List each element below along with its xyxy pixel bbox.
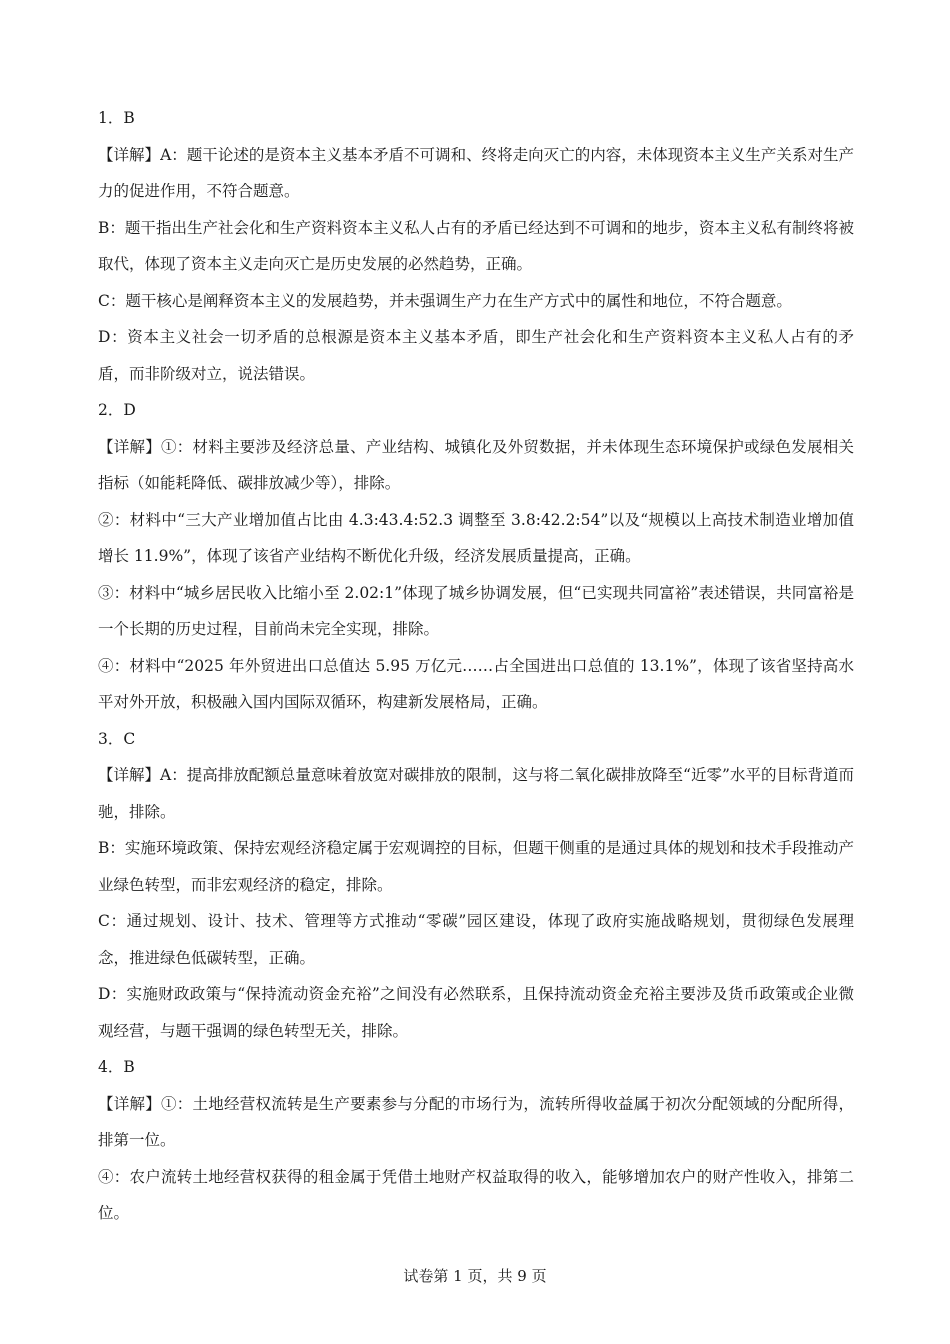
explanation-paragraph: 【详解】①：材料主要涉及经济总量、产业结构、城镇化及外贸数据，并未体现生态环境保护或绿色发展相关指标（如能耗降低、碳排放减少等），排除。 (98, 437, 854, 492)
question-number: 4．B (98, 1058, 135, 1076)
explanation-paragraph: B：实施环境政策、保持宏观经济稳定属于宏观调控的目标，但题干侧重的是通过具体的规划和技术手段推动产业绿色转型，而非宏观经济的稳定，排除。 (98, 839, 854, 894)
explanation-paragraph: C：通过规划、设计、技术、管理等方式推动“零碳”园区建设，体现了政府实施战略规划，贯彻绿色发展理念，推进绿色低碳转型，正确。 (98, 912, 854, 967)
explanation-paragraph: D：实施财政政策与“保持流动资金充裕”之间没有必然联系，且保持流动资金充裕主要涉及货币政策或企业微观经营，与题干强调的绿色转型无关，排除。 (98, 985, 854, 1040)
explanation-paragraph: 【详解】①：土地经营权流转是生产要素参与分配的市场行为，流转所得收益属于初次分配领域的分配所得，排第一位。 (98, 1094, 854, 1149)
explanation-paragraph: C：题干核心是阐释资本主义的发展趋势，并未强调生产力在生产方式中的属性和地位，不符合题意。 (98, 291, 792, 310)
question-number: 3．C (98, 729, 136, 748)
explanation-paragraph: B：题干指出生产社会化和生产资料资本主义私人占有的矛盾已经达到不可调和的地步，资本主义私有制终将被取代，体现了资本主义走向灭亡是历史发展的必然趋势，正确。 (98, 218, 854, 273)
item-1 (98, 100, 854, 392)
item-3 (98, 721, 854, 1050)
explanation-paragraph: ③：材料中“城乡居民收入比缩小至 2.02:1”体现了城乡协调发展，但“已实现共同富裕”表述错误，共同富裕是一个长期的历史过程，目前尚未完全实现，排除。 (98, 583, 854, 638)
explanation-paragraph: ②：材料中“三大产业增加值占比由 4.3:43.4:52.3 调整至 3.8:42.2:54”以及“规模以上高技术制造业增加值增长 11.9%”，体现了该省产业结构不断优化升级，经济发展质量提高，正确。 (98, 510, 854, 565)
explanation-paragraph: 【详解】A：题干论述的是资本主义基本矛盾不可调和、终将走向灭亡的内容，未体现资本主义生产关系对生产力的促进作用，不符合题意。 (98, 145, 854, 200)
item-2 (98, 392, 854, 721)
item-4 (98, 1049, 854, 1232)
explanation-paragraph: ④：农户流转土地经营权获得的租金属于凭借土地财产权益取得的收入，能够增加农户的财产性收入，排第二位。 (98, 1167, 854, 1222)
explanation-paragraph: ④：材料中“2025 年外贸进出口总值达 5.95 万亿元……占全国进出口总值的 13.1%”，体现了该省坚持高水平对外开放，积极融入国内国际双循环，构建新发展格局，正确。 (98, 656, 854, 711)
page-footer: 试卷第 1 页，共 9 页 (403, 1267, 547, 1285)
question-number: 2．D (98, 401, 136, 419)
explanation-paragraph: D：资本主义社会一切矛盾的总根源是资本主义基本矛盾，即生产社会化和生产资料资本主义私人占有的矛盾，而非阶级对立，说法错误。 (98, 328, 854, 383)
question-number: 1．B (98, 109, 135, 127)
explanation-paragraph: 【详解】A：提高排放配额总量意味着放宽对碳排放的限制，这与将二氧化碳排放降至“近零”水平的目标背道而驰，排除。 (98, 766, 854, 821)
